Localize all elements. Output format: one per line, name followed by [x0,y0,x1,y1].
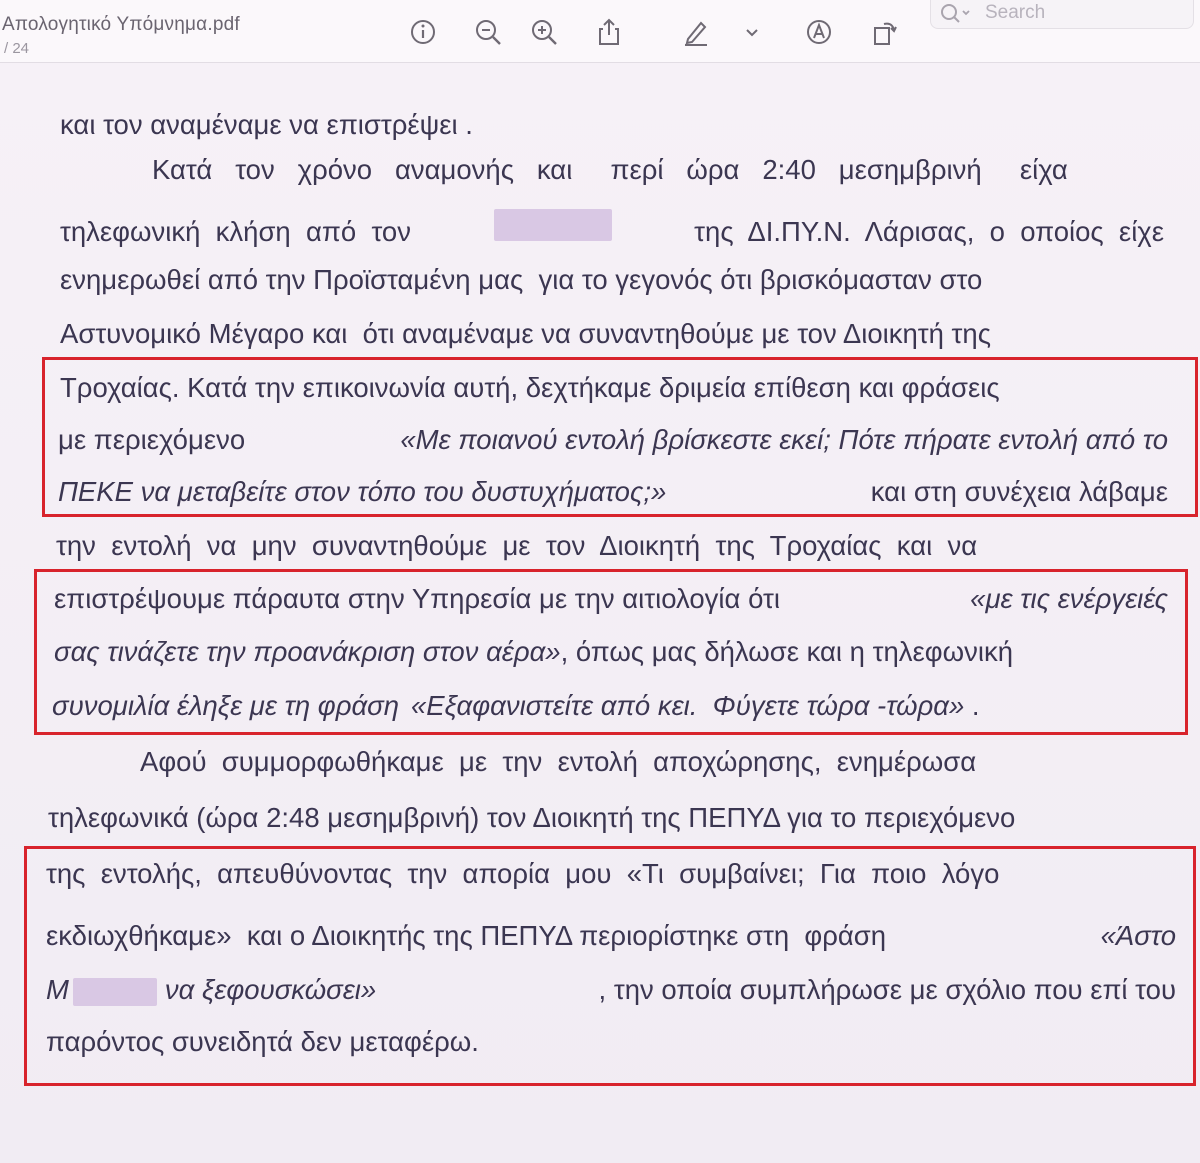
text-line-8: ΠΕΚΕ να μεταβείτε στον τόπο του δυστυχήματος;» και στη συνέχεια λάβαμε [58,476,1168,507]
text-line-7: με περιεχόμενο «Με ποιανού εντολή βρίσκεστε εκεί; Πότε πήρατε εντολή από το [58,424,1168,455]
text-line-17: Μ να ξεφουσκώσει» , την οποία συμπλήρωσε με σχόλιο που επί του [46,974,1176,1005]
info-icon[interactable] [409,18,437,46]
text-line-3: τηλεφωνική κλήση από τον της ΔΙ.ΠΥ.Ν. Λάρισας, ο οποίος είχε [60,209,1164,249]
markup-pen-icon[interactable] [682,18,710,46]
search-icon [939,2,973,26]
text-line-13: Αφού συμμορφωθήκαμε με την εντολή αποχώρησης, ενημέρωσα [140,746,977,777]
text-line-5: Αστυνομικό Μέγαρο και ότι αναμέναμε να συναντηθούμε με τον Διοικητή της [60,318,991,349]
share-icon[interactable] [595,18,623,46]
highlight-box-2 [34,569,1188,735]
text-line-4: ενημερωθεί από την Προϊσταμένη μας για το γεγονός ότι βρισκόμασταν στο [60,264,983,295]
zoom-in-icon[interactable] [530,18,558,46]
redacted-name-1 [494,209,612,241]
zoom-out-icon[interactable] [474,18,502,46]
text-line-6: Τροχαίας. Κατά την επικοινωνία αυτή, δεχτήκαμε δριμεία επίθεση και φράσεις [60,372,1000,403]
text-line-11: σας τινάζετε την προανάκριση στον αέρα» , όπως μας δήλωσε και η τηλεφωνική [54,636,1013,667]
page-count: / 24 [4,40,30,57]
text-line-9: την εντολή να μην συναντηθούμε με τον Διοικητή της Τροχαίας και να [56,530,978,561]
document-title: Απολογητικό Υπόμνημα.pdf [2,14,240,35]
text-line-2: Κατά τον χρόνο αναμονής και περί ώρα 2:40 μεσημβρινή είχα [152,154,1068,185]
highlight-box-3 [24,846,1196,1086]
rotate-icon[interactable] [870,18,898,46]
document-page [0,63,1200,1163]
text-line-16: εκδιωχθήκαμε» και ο Διοικητής της ΠΕΠΥΔ περιορίστηκε στη φράση «Άστο [46,920,1176,951]
text-line-14: τηλεφωνικά (ώρα 2:48 μεσημβρινή) τον Διοικητή της ΠΕΠΥΔ για το περιεχόμενο [48,802,1016,833]
search-placeholder: Search [985,2,1046,23]
search-field[interactable] [930,0,1194,29]
pdf-viewer-toolbar [0,0,1200,63]
text-line-10: επιστρέψουμε πάραυτα στην Υπηρεσία με την αιτιολογία ότι «με τις ενέργειές [54,583,1168,614]
annotate-circle-a-icon[interactable] [805,18,833,46]
text-line-15: της εντολής, απευθύνοντας την απορία μου «Τι συμβαίνει; Για ποιο λόγο [46,858,1000,889]
text-line-1: και τον αναμέναμε να επιστρέψει . [60,109,473,140]
text-line-18: παρόντος συνειδητά δεν μεταφέρω. [46,1026,479,1057]
dropdown-chevron-icon[interactable] [742,18,762,46]
highlight-box-1 [42,357,1198,517]
text-line-12: συνομιλία έληξε με τη φράση «Εξαφανιστείτε από κει. Φύγετε τώρα -τώρα» . [52,690,980,721]
